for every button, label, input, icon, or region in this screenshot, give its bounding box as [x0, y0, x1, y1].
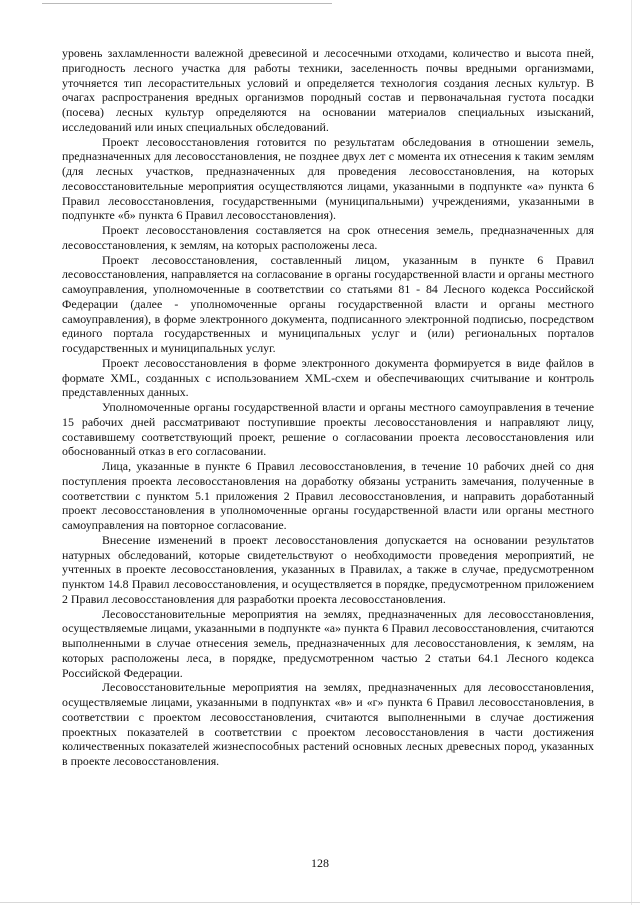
paragraph-project-approval: Проект лесовосстановления, составленный лицом, указанным в пункте 6 Правил лесовосстановления, направляется на согласование в органы государственной власти и органы местного самоуправления, уполномоченные в соответствии со статьями 81 - 84 Лесного кодекса Российской Федерации (далее - уполномоченные органы государственной власти и органы местного самоуправления), в форме электронного документа, подписанного электронной подписью, посредством единого портала государственных и муниципальных услуг и (или) региональных порталов государственных и муниципальных услуг.: [62, 252, 594, 355]
paragraph-amendments: Внесение изменений в проект лесовосстановления допускается на основании результатов натурных обследований, которые свидетельствуют о необходимости проведения мероприятий, не учтенных в проекте лесовосстановления, указанных в Правилах, а также в случае, предусмотренном пунктом 14.8 Правил лесовосстановления, и осуществляется в порядке, предусмотренном приложением 2 Правил лесовосстановления для разработки проекта лесовосстановления.: [62, 532, 594, 606]
paragraph-xml-format: Проект лесовосстановления в форме электронного документа формируется в виде файлов в формате XML, созданных с использованием XML-схем и обеспечивающих считывание и контроль представленных данных.: [62, 355, 594, 400]
paragraph-project-preparation: Проект лесовосстановления готовится по результатам обследования в отношении земель, предназначенных для лесовосстановления, не позднее двух лет с момента их отнесения к таким землям (для лесных участков, предназначенных для проведения лесовосстановления, на которых лесовосстановительные мероприятия осуществляются лицами, указанными в подпункте «а» пункта 6 Правил лесовосстановления, государственными (муниципальными) учреждениями, указанными в подпункте «б» пункта 6 Правил лесовосстановления).: [62, 134, 594, 223]
scan-edge-top: [42, 3, 332, 4]
scan-edge-bottom: [0, 902, 640, 903]
paragraph-review-period: Уполномоченные органы государственной власти и органы местного самоуправления в течение 15 рабочих дней рассматривают поступившие проекты лесовосстановления и направляют лицу, составившему соответствующий проект, решение о согласовании проекта лесовосстановления или обоснованный отказ в его согласовании.: [62, 400, 594, 459]
document-body: [62, 46, 594, 769]
page-number: 128: [311, 856, 329, 870]
paragraph-project-term: Проект лесовосстановления составляется на срок отнесения земель, предназначенных для лесовосстановления, к землям, на которых расположены леса.: [62, 223, 594, 252]
paragraph-completion-v-g: Лесовосстановительные мероприятия на землях, предназначенных для лесовосстановления, осуществляемые лицами, указанными в подпунктах «в» и «г» пункта 6 Правил лесовосстановления, в соответствии с проектом лесовосстановления, считаются выполненными в случае достижения проектных показателей в соответствии с проектом лесовосстановления в части достижения количественных показателей жизнеспособных растений основных лесных древесных пород, указанных в проекте лесовосстановления.: [62, 680, 594, 768]
paragraph-completion-a: Лесовосстановительные мероприятия на землях, предназначенных для лесовосстановления, осуществляемые лицами, указанными в подпункте «а» пункта 6 Правил лесовосстановления, считаются выполненными в случае отнесения земель, предназначенных для лесовосстановления, к землям, на которых расположены леса, в порядке, предусмотренном частью 2 статьи 64.1 Лесного кодекса Российской Федерации.: [62, 606, 594, 680]
paragraph-revision: Лица, указанные в пункте 6 Правил лесовосстановления, в течение 10 рабочих дней со дня поступления проекта лесовосстановления на доработку обязаны устранить замечания, полученные в соответствии с пунктом 5.1 приложения 2 Правил лесовосстановления, и направить доработанный проект лесовосстановления в уполномоченные органы государственной власти или органы местного самоуправления на повторное согласование.: [62, 459, 594, 532]
scan-edge-right: [631, 0, 632, 905]
paragraph-continuation: уровень захламленности валежной древесиной и лесосечными отходами, количество и высота пней, пригодность лесного участка для работы техники, заселенность почвы вредными организмами, уточняется тип лесорастительных условий и определяется технология создания лесных культур. В очагах распространения вредных организмов породный состав и первоначальная густота посадки (посева) лесных культур определяются на основании материалов специальных изысканий, исследований или иных специальных обследований.: [62, 46, 594, 134]
